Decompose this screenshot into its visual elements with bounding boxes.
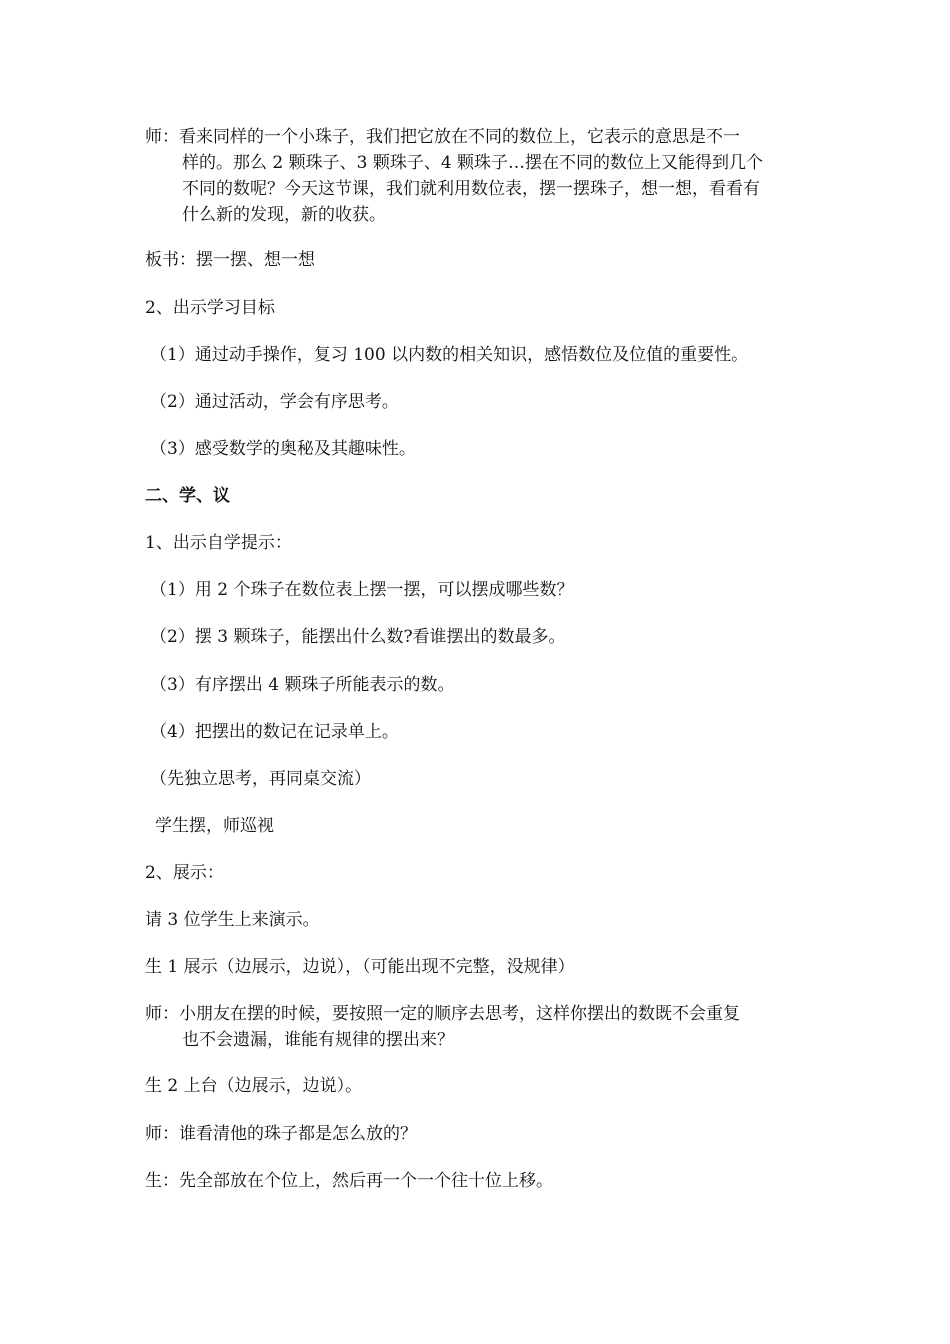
hint-title: 1、出示自学提示：	[145, 533, 292, 553]
goal-item-2: （2）通过活动，学会有序思考。	[150, 392, 399, 412]
show-title: 2、展示：	[145, 863, 224, 883]
student1-line: 生 1 展示（边展示，边说），（可能出现不完整，没规律）	[145, 957, 575, 977]
teacher-line-2a: 师：小朋友在摆的时候，要按照一定的顺序去思考，这样你摆出的数既不会重复	[145, 1004, 740, 1024]
section-heading: 二、学、议	[145, 486, 230, 506]
discuss-note: （先独立思考，再同桌交流）	[150, 769, 371, 789]
hint-item-1: （1）用 2 个珠子在数位表上摆一摆，可以摆成哪些数？	[150, 580, 574, 600]
hint-item-3: （3）有序摆出 4 颗珠子所能表示的数。	[150, 675, 455, 695]
intro-line-2: 样的。那么 2 颗珠子、3 颗珠子、4 颗珠子…摆在不同的数位上又能得到几个	[182, 153, 764, 173]
teacher-line-2b: 也不会遗漏，谁能有规律的摆出来？	[182, 1030, 454, 1050]
teacher-line-3: 师：谁看清他的珠子都是怎么放的？	[145, 1124, 417, 1144]
hint-item-4: （4）把摆出的数记在记录单上。	[150, 722, 399, 742]
student-work-line: 学生摆，师巡视	[155, 816, 274, 836]
intro-line-3: 不同的数呢？今天这节课，我们就利用数位表，摆一摆珠子，想一想，看看有	[182, 179, 760, 199]
student2-line: 生 2 上台（边展示，边说）。	[145, 1076, 363, 1096]
invite-line: 请 3 位学生上来演示。	[145, 910, 320, 930]
intro-line-1: 师：看来同样的一个小珠子，我们把它放在不同的数位上，它表示的意思是不一	[145, 127, 740, 147]
goal-item-3: （3）感受数学的奥秘及其趣味性。	[150, 439, 416, 459]
board-line: 板书：摆一摆、想一想	[145, 250, 315, 270]
goal-item-1: （1）通过动手操作，复习 100 以内数的相关知识，感悟数位及位值的重要性。	[150, 345, 749, 365]
goals-title: 2、出示学习目标	[145, 298, 275, 318]
intro-line-4: 什么新的发现，新的收获。	[182, 205, 386, 225]
student-answer-line: 生：先全部放在个位上，然后再一个一个往十位上移。	[145, 1171, 553, 1191]
hint-item-2: （2）摆 3 颗珠子，能摆出什么数?看谁摆出的数最多。	[150, 627, 566, 647]
